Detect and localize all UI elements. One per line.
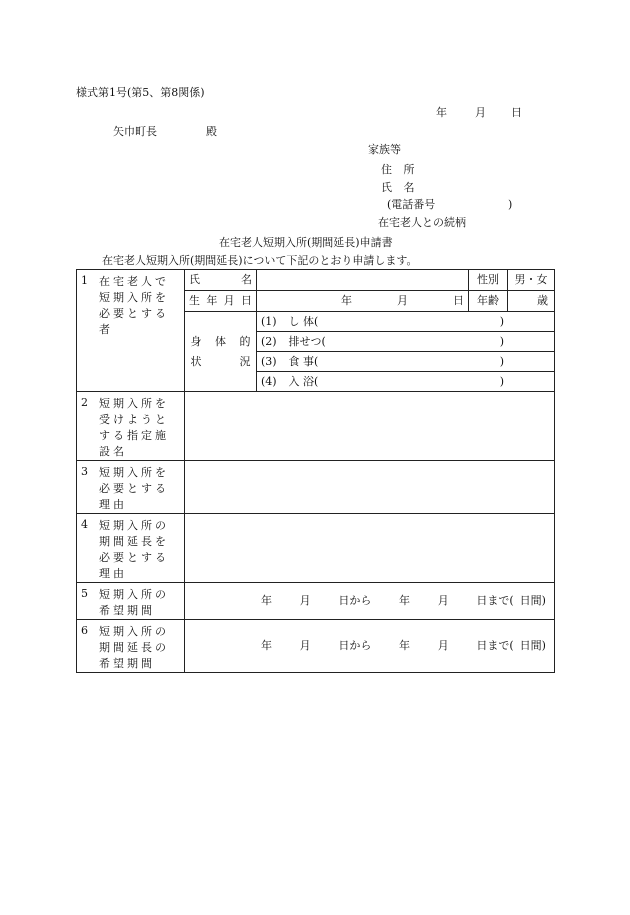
applicant-name-label: 氏 名	[381, 181, 415, 194]
applicant-family: 家族等	[368, 143, 401, 156]
body-label-2: 体	[215, 334, 226, 348]
section6-to-month: 月	[437, 639, 449, 653]
section5-to-day: 日まで(	[476, 594, 514, 608]
section6-label: 短期入所の期間延長の希望期間	[99, 625, 169, 670]
section5-from-month: 月	[299, 594, 311, 608]
dob-month: 月	[397, 294, 408, 308]
applicant-phone-close: )	[508, 198, 513, 211]
dob-label-cell	[185, 291, 257, 312]
section3-input-cell[interactable]	[185, 461, 555, 514]
applicant-relation-label: 在宅老人との続柄	[378, 216, 466, 229]
section5-label: 短期入所の希望期間	[99, 588, 169, 617]
body-item-1-label: し 体(	[288, 314, 319, 328]
body-item-4-number: (4)	[261, 374, 277, 388]
applicant-address-label: 住 所	[381, 163, 415, 176]
body-condition-label-cell	[185, 312, 257, 392]
addressee-honorific: 殿	[206, 125, 217, 138]
dob-label: 生年月日	[189, 294, 252, 308]
section5-period-cell[interactable]	[185, 583, 555, 620]
section4-label-cell	[77, 514, 185, 583]
section6-period-cell[interactable]	[185, 620, 555, 673]
section3-number: 3	[81, 465, 88, 478]
body-item-3-close: )	[499, 354, 504, 368]
section2-label-cell	[77, 392, 185, 461]
section2-number: 2	[81, 396, 88, 409]
section6-to-day: 日まで(	[476, 639, 514, 653]
body-item-3-number: (3)	[261, 354, 277, 368]
dob-input-cell[interactable]	[257, 291, 469, 312]
body-item-3[interactable]	[257, 352, 555, 372]
body-item-1-number: (1)	[261, 314, 277, 328]
sex-row	[469, 270, 555, 291]
age-unit: 歳	[537, 294, 548, 308]
dob-year: 年	[341, 294, 352, 308]
section1-label-cell	[77, 270, 185, 392]
section5-from-day: 日から	[338, 594, 372, 608]
body-item-4-close: )	[499, 374, 504, 388]
body-label-1: 身	[190, 334, 202, 348]
document-title: 在宅老人短期入所(期間延長)申請書	[219, 236, 393, 249]
section2-label: 短期入所を受けようとする指定施設名	[99, 397, 169, 458]
section3-label-cell	[77, 461, 185, 514]
age-label: 年齢	[469, 291, 508, 311]
name-label: 氏 名	[189, 273, 252, 287]
section5-days: 日間)	[519, 594, 546, 608]
section5-to-year: 年	[399, 594, 411, 608]
body-item-4[interactable]	[257, 372, 555, 392]
section5-number: 5	[81, 587, 88, 600]
section1-label: 在宅老人で短期入所を必要とする者	[99, 275, 169, 336]
section1-number: 1	[81, 274, 88, 287]
sex-label: 性別	[469, 270, 508, 290]
application-form-table	[76, 269, 555, 673]
section6-from-year: 年	[261, 639, 272, 653]
body-item-1-close: )	[499, 314, 504, 328]
section2-input-cell[interactable]	[185, 392, 555, 461]
date-month: 月	[475, 106, 486, 119]
body-item-4-label: 入 浴(	[288, 374, 319, 388]
name-input-cell[interactable]	[257, 270, 469, 291]
section6-to-year: 年	[399, 639, 411, 653]
body-item-3-label: 食 事(	[288, 354, 319, 368]
section6-number: 6	[81, 624, 88, 637]
body-item-2[interactable]	[257, 332, 555, 352]
section5-label-cell	[77, 583, 185, 620]
section6-from-month: 月	[299, 639, 311, 653]
addressee: 矢巾町長	[113, 125, 157, 138]
body-label-3: 的	[239, 334, 251, 348]
dob-day: 日	[453, 294, 464, 308]
section4-label: 短期入所の期間延長を必要とする理由	[99, 519, 169, 580]
applicant-phone-label: (電話番号	[387, 198, 436, 211]
date-day: 日	[511, 106, 522, 119]
body-label-5: 況	[239, 354, 251, 368]
body-item-2-close: )	[499, 334, 504, 348]
section4-input-cell[interactable]	[185, 514, 555, 583]
name-label-cell	[185, 270, 257, 291]
intro-text: 在宅老人短期入所(期間延長)について下記のとおり申請します。	[102, 254, 418, 267]
section6-label-cell	[77, 620, 185, 673]
section4-number: 4	[81, 518, 88, 531]
section6-days: 日間)	[519, 639, 546, 653]
body-item-2-label: 排せつ(	[288, 334, 326, 348]
section3-label: 短期入所を必要とする理由	[99, 466, 169, 511]
body-label-4: 状	[190, 354, 202, 368]
section5-to-month: 月	[437, 594, 449, 608]
section6-from-day: 日から	[338, 639, 372, 653]
date-year: 年	[436, 106, 447, 119]
age-row	[469, 291, 555, 312]
body-item-2-number: (2)	[261, 334, 277, 348]
body-item-1[interactable]	[257, 312, 555, 332]
section5-from-year: 年	[261, 594, 272, 608]
form-number: 様式第1号(第5、第8関係)	[76, 86, 205, 99]
sex-value[interactable]: 男・女	[514, 273, 548, 287]
